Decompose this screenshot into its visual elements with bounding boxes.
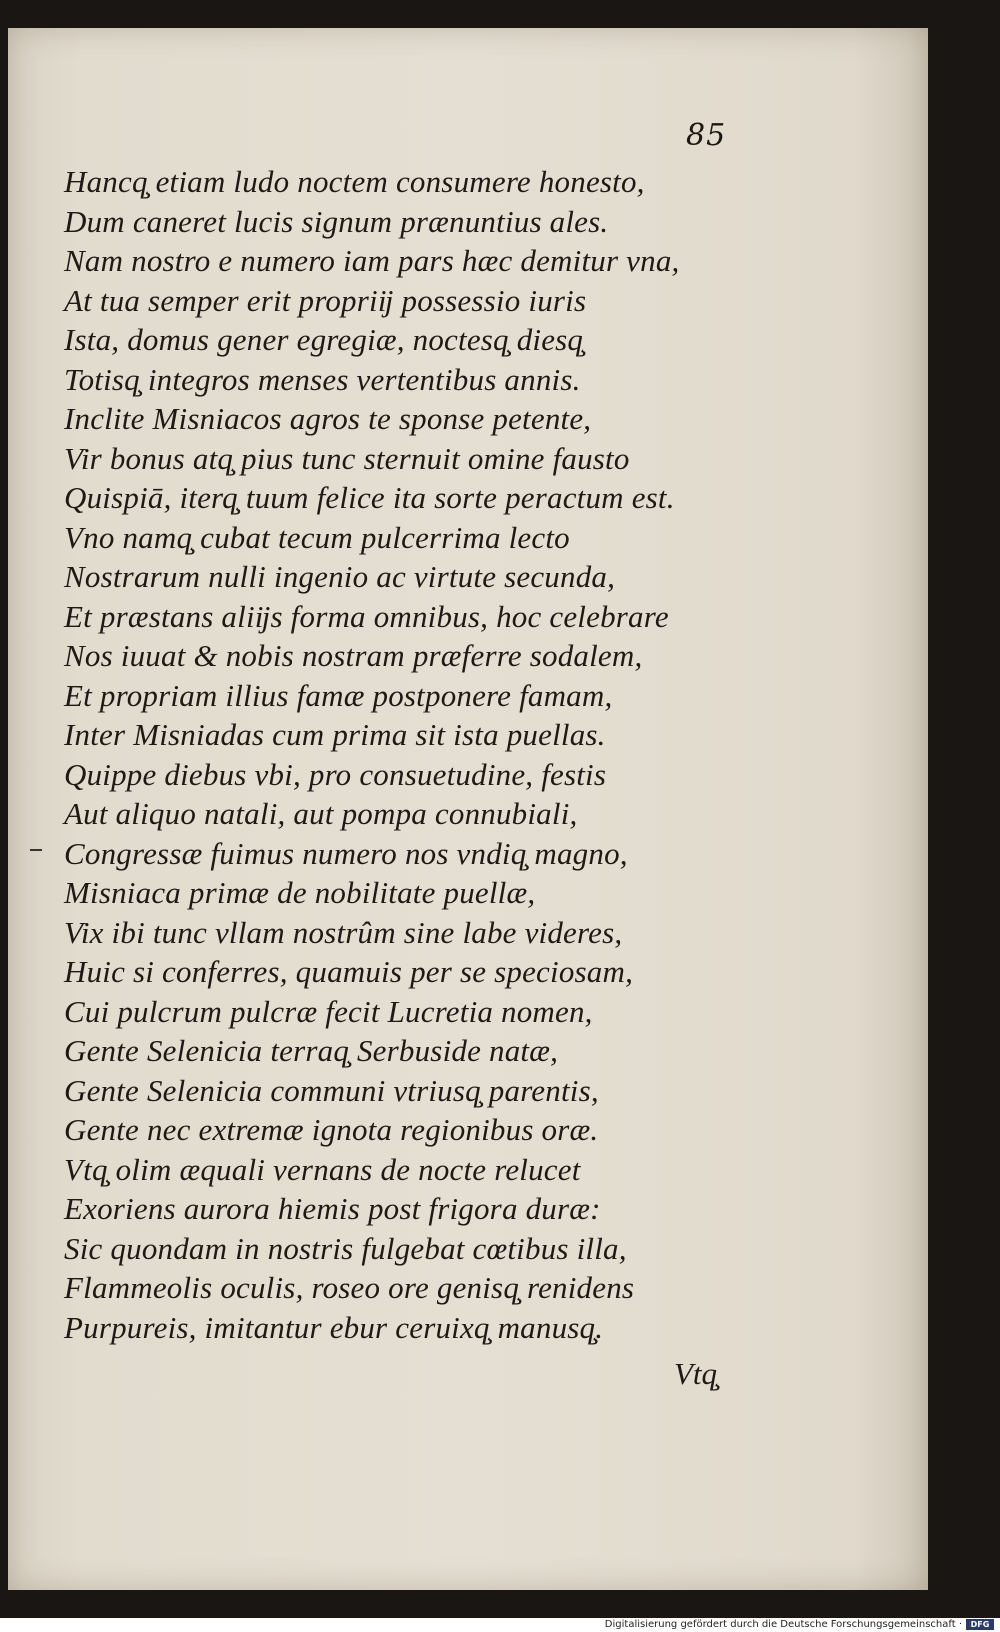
text-line: Nostrarum nulli ingenio ac virtute secunda, xyxy=(64,559,616,594)
dfg-logo[interactable]: DFG xyxy=(966,1619,994,1630)
page-number: 85 xyxy=(686,118,727,153)
text-line: Et propriam illius famæ postponere famam, xyxy=(64,677,613,713)
text-line: Vix ibi tunc vllam nostrûm sine labe videres, xyxy=(64,914,623,950)
poem-text-block xyxy=(64,162,924,1347)
text-line: Vno namq̧ cubat tecum pulcerrima lecto xyxy=(64,519,570,555)
text-line: Gente Selenicia communi vtriusq̧ parentis, xyxy=(64,1072,599,1108)
text-line: Misniaca primæ de nobilitate puellæ, xyxy=(64,875,536,910)
text-line: Gente nec extremæ ignota regionibus oræ. xyxy=(64,1112,599,1147)
text-line: Quispiā, iterq̧ tuum felice ita sorte peractum est. xyxy=(64,480,675,515)
text-line: Hancq̧ etiam ludo noctem consumere honesto, xyxy=(64,164,645,199)
text-line: Cui pulcrum pulcræ fecit Lucretia nomen, xyxy=(64,993,593,1029)
text-line: Purpureis, imitantur ebur ceruixq̧ manusq̧. xyxy=(64,1309,604,1345)
text-line: Flammeolis oculis, roseo ore genisq̧ renidens xyxy=(64,1270,635,1305)
text-line: Inter Misniadas cum prima sit ista puellas. xyxy=(64,717,606,752)
text-line: Exoriens aurora hiemis post frigora duræ: xyxy=(64,1191,601,1226)
text-line: Totisq̧ integros menses vertentibus annis. xyxy=(64,361,581,397)
text-line: Ista, domus gener egregiæ, noctesq̧ diesq̧ xyxy=(64,322,584,357)
text-line: Et præstans aliĳs forma omnibus, hoc celebrare xyxy=(64,598,669,634)
text-line: Quippe diebus vbi, pro consuetudine, festis xyxy=(64,756,607,792)
funding-credit: Digitalisierung gefördert durch die Deutsche Forschungsgemeinschaft · xyxy=(604,1619,962,1630)
text-line: Dum caneret lucis signum prænuntius ales. xyxy=(64,203,609,239)
footer-bar xyxy=(0,1618,1000,1632)
text-line: Nos iuuat & nobis nostram præferre sodalem, xyxy=(64,638,643,673)
text-line: Huic si conferres, quamuis per se speciosam, xyxy=(64,954,634,989)
catchword: Vtq̧ xyxy=(674,1356,718,1391)
text-line: Nam nostro e numero iam pars hæc demitur vna, xyxy=(64,243,680,278)
text-line: Gente Selenicia terraq̧ Serbuside natæ, xyxy=(64,1033,559,1068)
text-line: Congressæ fuimus numero nos vndiq̧ magno, xyxy=(64,835,628,871)
text-line: At tua semper erit propriĳ possessio iuris xyxy=(64,282,587,318)
text-line: Aut aliquo natali, aut pompa connubiali, xyxy=(64,796,578,831)
margin-mark xyxy=(30,849,42,851)
text-line: Vir bonus atq̧ pius tunc sternuit omine fausto xyxy=(64,440,630,476)
text-line: Inclite Misniacos agros te sponse petente, xyxy=(64,401,592,436)
text-line: Sic quondam in nostris fulgebat cœtibus illa, xyxy=(64,1230,627,1266)
text-line: Vtq̧ olim æquali vernans de nocte relucet xyxy=(64,1151,581,1187)
